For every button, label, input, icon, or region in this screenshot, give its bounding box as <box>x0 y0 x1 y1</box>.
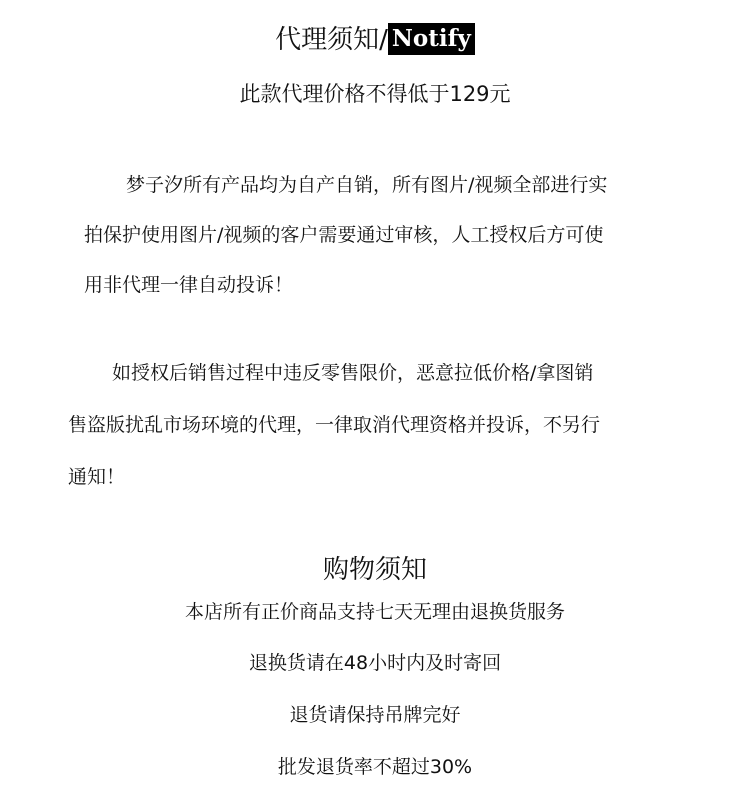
agent-notice-heading <box>0 20 750 60</box>
price-floor-subtitle: 此款代理价格不得低于129元 <box>239 82 511 106</box>
shopping-notice-line-1: 本店所有正价商品支持七天无理由退换货服务 <box>184 601 565 623</box>
shopping-notice-line-2: 退换货请在48小时内及时寄回 <box>248 652 502 674</box>
shopping-notice-title: 购物须知 <box>322 555 427 585</box>
violation-paragraph-line-2: 售盗版扰乱市场环境的代理，一律取消代理资格并投诉，不另行 <box>68 414 601 436</box>
violation-paragraph-line-3: 通知！ <box>68 466 126 488</box>
authorization-paragraph-line-3: 用非代理一律自动投诉！ <box>84 274 294 296</box>
notify-badge: Notify <box>388 23 475 55</box>
authorization-paragraph-line-2: 拍保护使用图片/视频的客户需要通过审核，人工授权后方可使 <box>84 224 604 246</box>
shopping-notice-line-3: 退货请保持吊牌完好 <box>289 704 461 726</box>
agent-notice-title: 代理须知/ <box>275 25 388 55</box>
shopping-notice-line-4: 批发退货率不超过30% <box>277 756 473 778</box>
violation-paragraph-line-1: 如授权后销售过程中违反零售限价，恶意拉低价格/拿图销 <box>112 362 594 384</box>
authorization-paragraph-line-1: 梦子汐所有产品均为自产自销，所有图片/视频全部进行实 <box>126 174 608 196</box>
